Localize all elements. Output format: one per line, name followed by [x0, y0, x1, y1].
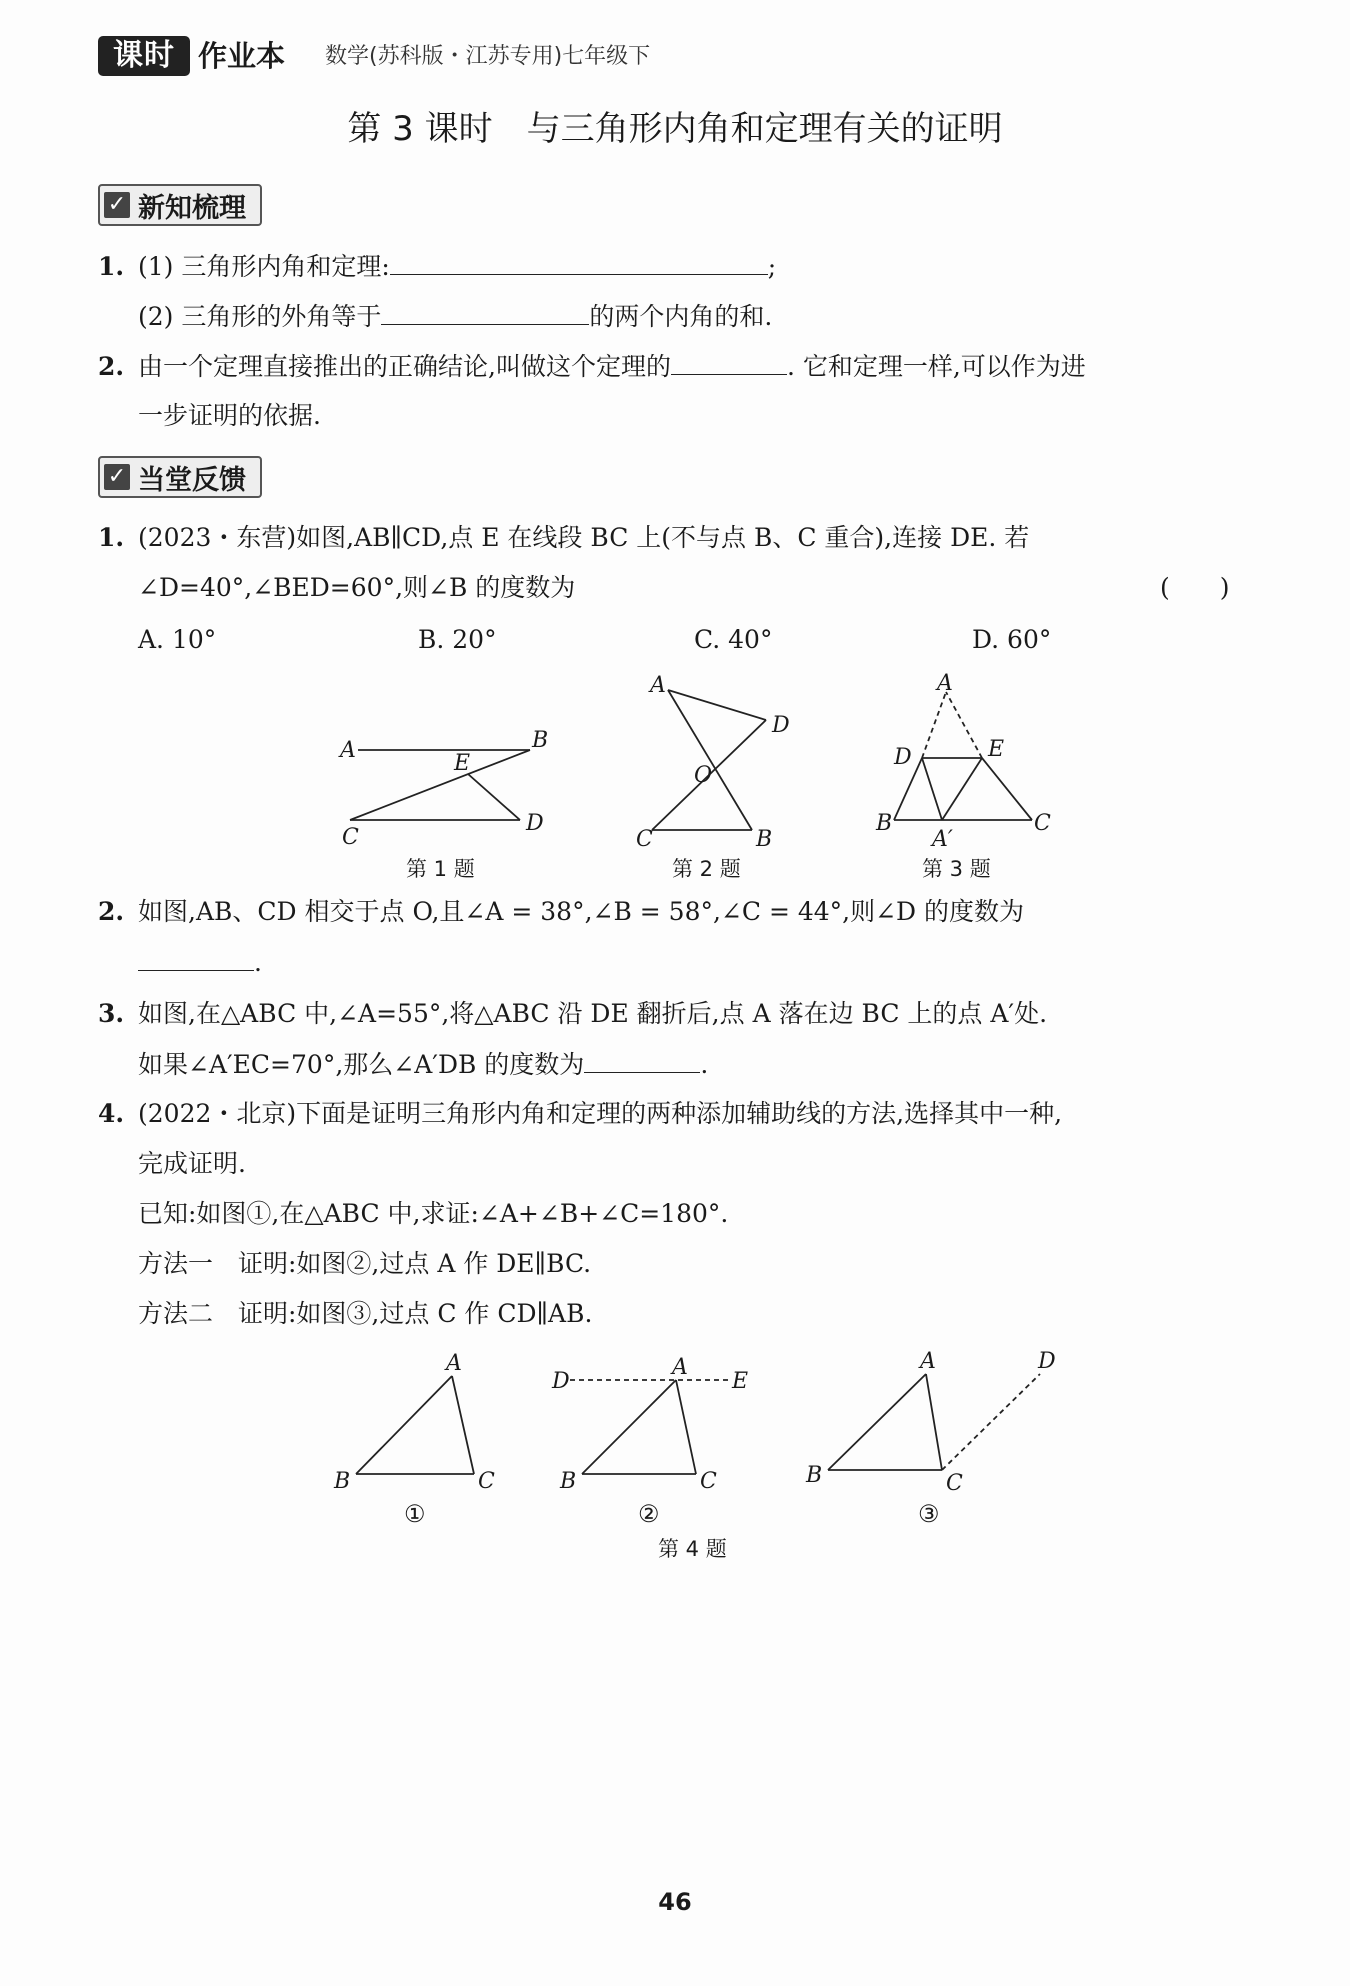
- figure-4-1: [356, 1376, 474, 1474]
- checkbox-icon: ✓: [104, 464, 130, 490]
- question-number: 2.: [98, 897, 125, 926]
- question-text: 如果∠A′EC=70°,那么∠A′DB 的度数为: [138, 1050, 585, 1079]
- page-number: 46: [658, 1888, 692, 1916]
- label-A: A: [446, 1351, 462, 1376]
- figure-label: ③: [918, 1500, 940, 1528]
- option-c[interactable]: C. 40°: [694, 625, 773, 654]
- lesson-title: 第 3 课时 与三角形内角和定理有关的证明: [347, 109, 1003, 149]
- label-E: E: [454, 751, 471, 776]
- figure-label: ①: [404, 1500, 426, 1528]
- question-text: (1) 三角形内角和定理:: [138, 252, 390, 281]
- label-D: D: [1038, 1349, 1056, 1374]
- question-text: .: [700, 1050, 709, 1079]
- label-A: A: [672, 1355, 688, 1380]
- s2-q2-a: [98, 894, 1024, 930]
- checkbox-icon: ✓: [104, 192, 130, 218]
- answer-parentheses[interactable]: ( ): [1160, 573, 1230, 602]
- label-C: C: [700, 1469, 717, 1494]
- label-D: D: [552, 1369, 570, 1394]
- s1-q2-b: 一步证明的依据.: [138, 401, 321, 430]
- figure-4-2: [570, 1380, 730, 1474]
- question-text: (2022・北京)下面是证明三角形内角和定理的两种添加辅助线的方法,选择其中一种,: [138, 1099, 1063, 1128]
- label-E: E: [732, 1369, 749, 1394]
- book-subtitle: 数学(苏科版・江苏专用)七年级下: [325, 44, 651, 69]
- label-E: E: [988, 737, 1005, 762]
- figure-2: [652, 690, 766, 830]
- answer-blank[interactable]: [390, 248, 768, 275]
- label-C: C: [946, 1471, 963, 1496]
- s2-q4-e: 方法二 证明:如图③,过点 C 作 CD∥AB.: [138, 1299, 593, 1328]
- book-name: 作业本: [198, 39, 286, 73]
- answer-blank[interactable]: [584, 1046, 700, 1073]
- option-b[interactable]: B. 20°: [418, 625, 497, 654]
- label-A-prime: A′: [932, 827, 953, 852]
- label-A: A: [340, 738, 356, 763]
- label-D: D: [526, 811, 544, 836]
- s2-q3-b: [138, 1046, 708, 1083]
- label-D: D: [894, 745, 912, 770]
- answer-blank[interactable]: [381, 298, 589, 325]
- question-text: . 它和定理一样,可以作为进: [786, 352, 1086, 381]
- figure-label: ②: [638, 1500, 660, 1528]
- s2-q4-b: 完成证明.: [138, 1149, 246, 1178]
- section-label: 当堂反馈: [138, 464, 246, 496]
- question-number: 4.: [98, 1099, 125, 1128]
- question-text: 如图,AB、CD 相交于点 O,且∠A = 38°,∠B = 58°,∠C = 44°,则∠D 的度数为: [138, 897, 1025, 926]
- figure-caption: 第 1 题: [406, 857, 475, 881]
- s2-q4-a: [98, 1096, 1062, 1132]
- label-B: B: [806, 1463, 823, 1488]
- question-text: 由一个定理直接推出的正确结论,叫做这个定理的: [138, 352, 671, 381]
- label-C: C: [1034, 811, 1051, 836]
- question-number: 1.: [98, 523, 125, 552]
- figures-q4: [320, 1340, 1080, 1570]
- s2-q3-a: [98, 996, 1047, 1032]
- s1-q2-a: [98, 348, 1086, 385]
- question-text: (2023・东营)如图,AB∥CD,点 E 在线段 BC 上(不与点 B、C 重合),连接 DE. 若: [138, 523, 1030, 552]
- label-A: A: [937, 671, 953, 696]
- section-label: 新知梳理: [138, 192, 246, 224]
- question-text: 如图,在△ABC 中,∠A=55°,将△ABC 沿 DE 翻折后,点 A 落在边 BC 上的点 A′处.: [138, 999, 1048, 1028]
- label-C: C: [342, 825, 359, 850]
- label-O: O: [694, 763, 713, 788]
- figure-3: [894, 692, 1032, 820]
- s1-q1-a: [98, 248, 776, 285]
- s2-q1-a: [98, 520, 1029, 556]
- question-text: (2) 三角形的外角等于: [138, 302, 382, 331]
- brand-logo: 课时: [98, 36, 190, 76]
- label-A: A: [650, 673, 666, 698]
- figure-1: [350, 750, 530, 820]
- label-B: B: [756, 827, 773, 852]
- figure-caption: 第 2 题: [672, 857, 741, 881]
- figure-caption: 第 3 题: [922, 857, 991, 881]
- question-number: 1.: [98, 252, 125, 281]
- question-number: 2.: [98, 352, 125, 381]
- label-B: B: [532, 728, 549, 753]
- section-new-knowledge: [98, 184, 262, 226]
- label-B: B: [560, 1469, 577, 1494]
- s1-q1-b: [138, 298, 772, 335]
- s2-q2-b: [138, 944, 262, 981]
- label-D: D: [772, 713, 790, 738]
- label-C: C: [636, 827, 653, 852]
- label-B: B: [334, 1469, 351, 1494]
- s2-q4-d: 方法一 证明:如图②,过点 A 作 DE∥BC.: [138, 1249, 592, 1278]
- figure-caption: 第 4 题: [658, 1537, 727, 1561]
- s2-q4-c: 已知:如图①,在△ABC 中,求证:∠A+∠B+∠C=180°.: [138, 1199, 729, 1228]
- figures-q1-q3: [320, 670, 1080, 890]
- question-number: 3.: [98, 999, 125, 1028]
- section-class-feedback: [98, 456, 262, 498]
- answer-blank[interactable]: [138, 944, 254, 971]
- label-B: B: [876, 811, 893, 836]
- answer-blank[interactable]: [671, 348, 787, 375]
- question-text: 的两个内角的和.: [589, 302, 773, 331]
- option-a[interactable]: A. 10°: [138, 625, 217, 654]
- question-text: .: [254, 948, 262, 977]
- label-C: C: [478, 1469, 495, 1494]
- s2-q1-b: ∠D=40°,∠BED=60°,则∠B 的度数为: [138, 573, 576, 602]
- figure-4-3: [828, 1374, 1040, 1470]
- option-d[interactable]: D. 60°: [972, 625, 1052, 654]
- label-A: A: [920, 1349, 936, 1374]
- question-text: ;: [767, 252, 777, 281]
